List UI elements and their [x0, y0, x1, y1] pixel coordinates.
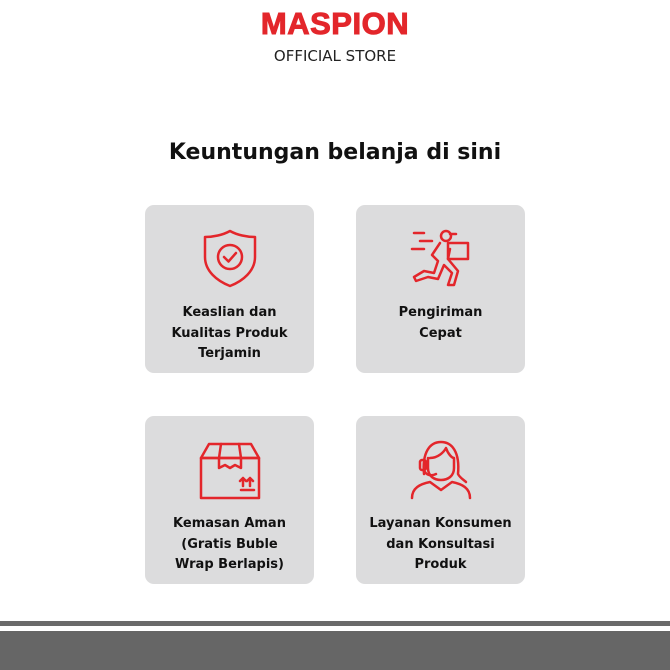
benefit-label: Terjamin	[198, 346, 261, 361]
benefit-label: Layanan Konsumen	[369, 516, 512, 531]
benefit-label: Produk	[414, 557, 467, 572]
benefit-label: Keaslian dan	[182, 305, 277, 320]
benefit-card-authenticity	[145, 205, 314, 373]
benefit-card-packaging	[145, 416, 314, 584]
shield-check-icon	[199, 227, 261, 289]
benefit-label: Kualitas Produk	[171, 325, 288, 341]
benefit-label: Kemasan Aman	[173, 516, 286, 531]
benefit-card-delivery	[356, 205, 525, 373]
benefit-card-customer-service	[356, 416, 525, 584]
benefit-label: Cepat	[419, 325, 462, 341]
customer-service-icon	[410, 438, 472, 500]
store-subtitle: OFFICIAL STORE	[273, 47, 397, 65]
maspion-logo: MASPION	[260, 6, 410, 41]
benefit-label: Pengiriman	[398, 305, 483, 320]
page-title: Keuntungan belanja di sini	[168, 140, 502, 165]
delivery-runner-icon	[410, 227, 472, 289]
package-box-icon	[199, 438, 261, 500]
benefit-label: Wrap Berlapis)	[175, 557, 284, 572]
benefit-label: (Gratis Buble	[181, 536, 278, 552]
benefit-label: dan Konsultasi	[386, 536, 495, 552]
footer-band	[0, 631, 670, 670]
divider	[0, 621, 670, 626]
